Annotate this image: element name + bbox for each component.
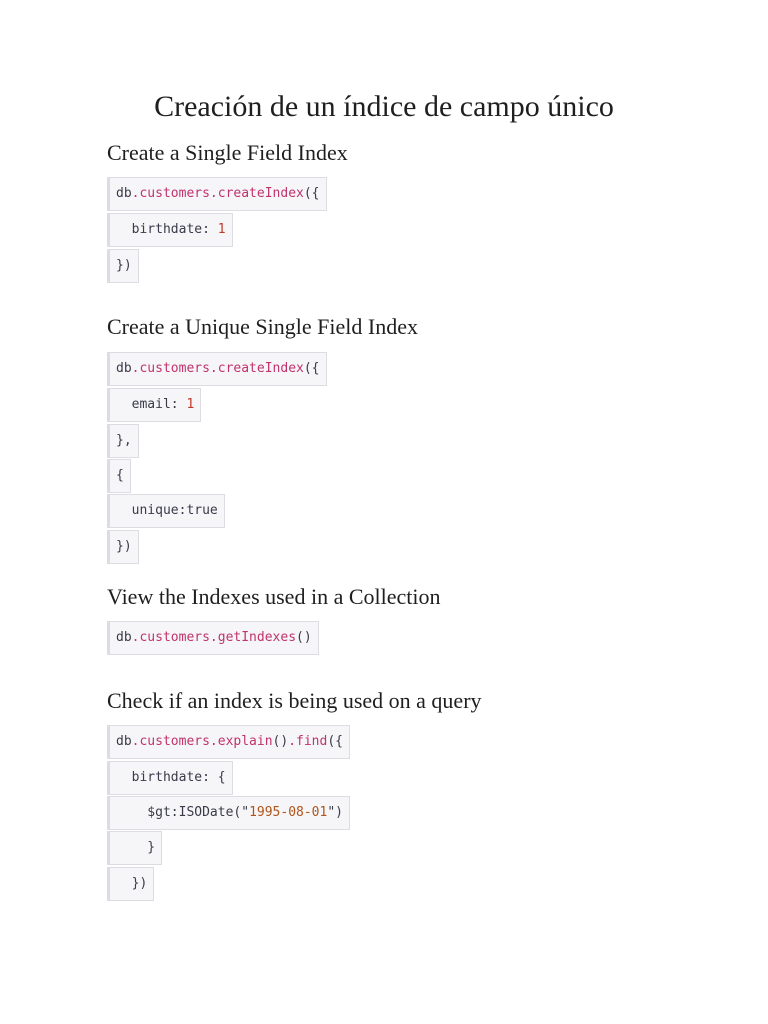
code-token: db (116, 186, 132, 201)
code-token: () (296, 630, 312, 645)
code-token: ({ (327, 734, 343, 749)
code-token: ({ (303, 186, 320, 201)
code-token: () (272, 734, 289, 749)
section-heading-view-indexes: View the Indexes used in a Collection (107, 584, 441, 609)
code-line (107, 796, 350, 830)
code-token: .customers.createIndex (131, 186, 304, 201)
code-token: { (116, 468, 124, 483)
code-line (107, 831, 162, 865)
code-line (107, 530, 139, 564)
code-token: ({ (303, 361, 320, 376)
code-token: db (116, 361, 132, 376)
code-token: $gt:ISODate(" (116, 805, 250, 820)
section-heading-unique-index: Create a Unique Single Field Index (107, 314, 418, 339)
code-token: 1 (217, 222, 226, 237)
code-token: email: (116, 397, 187, 412)
code-token: }, (116, 433, 132, 448)
code-token: db (116, 630, 132, 645)
code-token: .customers.getIndexes (131, 630, 297, 645)
code-token: }) (116, 539, 132, 554)
code-line (107, 725, 350, 759)
code-line (107, 213, 233, 247)
code-token: db (116, 734, 132, 749)
code-token: 1995-08-01 (249, 805, 328, 820)
code-line (107, 459, 131, 493)
code-line (107, 424, 139, 458)
code-line (107, 494, 225, 528)
page-title: Creación de un índice de campo único (154, 90, 614, 123)
code-token: .customers.createIndex (131, 361, 304, 376)
code-token: } (116, 840, 156, 855)
code-token: .customers.explain (131, 734, 273, 749)
code-token: unique:true (116, 503, 218, 518)
code-token: }) (116, 258, 132, 273)
code-line (107, 352, 327, 386)
section-heading-check-index-usage: Check if an index is being used on a query (107, 688, 482, 713)
code-line (107, 621, 319, 655)
code-line (107, 867, 154, 901)
code-line (107, 249, 139, 283)
code-line (107, 761, 233, 795)
code-token: .find (288, 734, 328, 749)
code-token: ") (327, 805, 343, 820)
code-token: 1 (186, 397, 195, 412)
code-line (107, 177, 327, 211)
code-token: birthdate: { (116, 770, 226, 785)
section-heading-single-field-index: Create a Single Field Index (107, 140, 348, 165)
code-token: birthdate: (116, 222, 218, 237)
code-token: }) (116, 876, 148, 891)
code-line (107, 388, 201, 422)
